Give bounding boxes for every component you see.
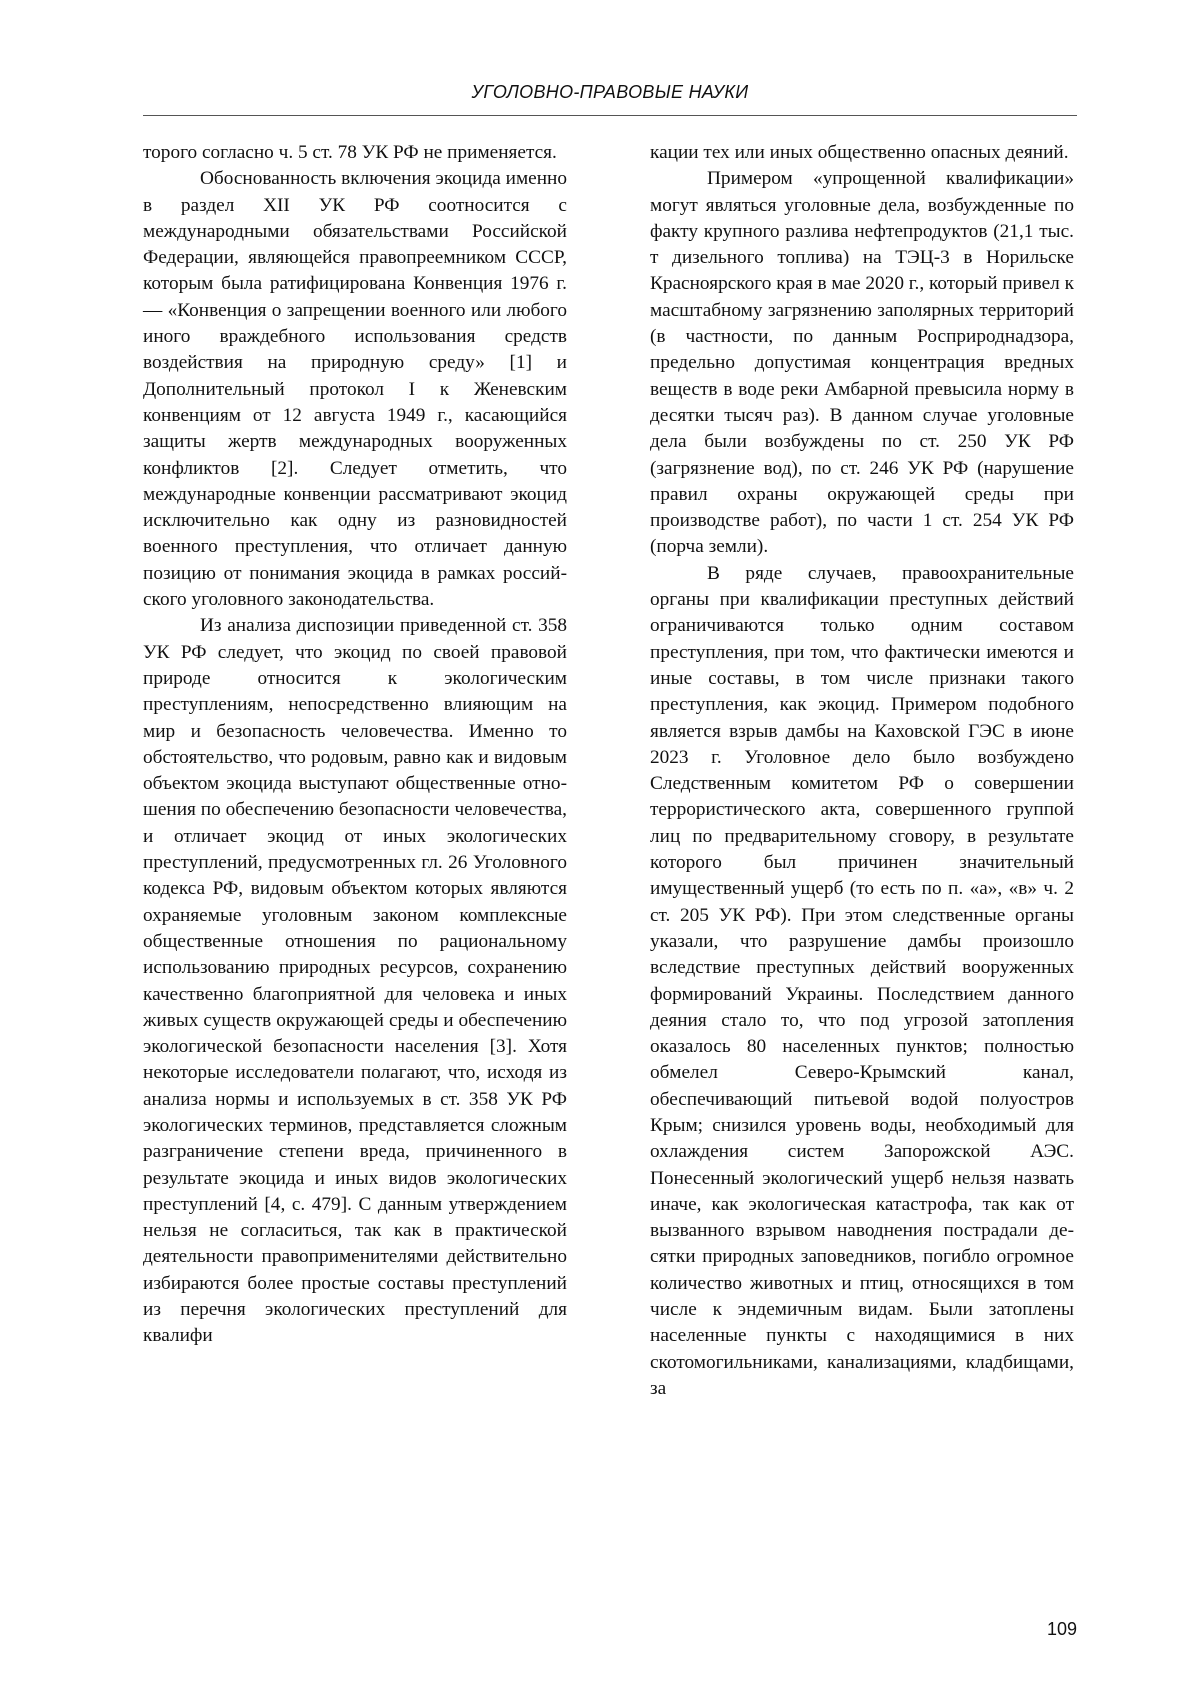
left-column xyxy=(143,140,567,1350)
paragraph: торого согласно ч. 5 ст. 78 УК РФ не применяется. xyxy=(143,142,557,163)
header-rule xyxy=(143,115,1077,116)
paragraph: Обоснованность включения экоцида именно в раздел XII УК РФ соотносится с международными обязательствами Российской Федерации, являющейся правопреемником СССР, которым была ратифицирована Конвенция 1976 г. — «Конвенция о запрещении военного или любого иного враждебного использования средств воздействия на природную среду» [1] и Дополнительный протокол I к Женевским конвенциям от 12 августа 1949 г., касающийся защиты жертв международных вооруженных конфликтов [2]. Следует отметить, что международные конвенции рассматривают экоцид исключительно как одну из разновидностей военного преступления, что отличает данную позицию от понимания экоцида в рамках российского уголовного законодательства. xyxy=(143,168,567,611)
running-head: УГОЛОВНО-ПРАВОВЫЕ НАУКИ xyxy=(471,82,749,102)
right-column xyxy=(650,140,1074,1402)
paragraph: кации тех или иных общественно опасных деяний. xyxy=(650,142,1069,163)
paragraph: Из анализа диспозиции приведенной ст. 358 УК РФ следует, что экоцид по своей правовой природе относится к экологическим преступлениям, непосредственно влияющим на мир и безопасность человечества. Именно то обстоятельство, что родовым, равно как и видовым объектом экоцида выступают общественные отношения по обеспечению безопасности человечества, и отличает экоцид от иных экологических преступлений, предусмотренных гл. 26 Уголовного кодекса РФ, видовым объектом которых являются охраняемые уголовным законом комплексные общественные отношения по рациональному использованию природных ресурсов, сохранению качественно благоприятной для человека и иных живых существ окружающей среды и обеспечению экологической безопасности населения [3]. Хотя некоторые исследователи полагают, что, исходя из анализа нормы и используемых в ст. 358 УК РФ экологических терминов, представляется сложным разграничение степени вреда, причиненного в результате экоцида и иных видов экологических преступлений [4, с. 479]. С данным утверждением нельзя не согласиться, так как в практической деятельности правоприменителями действительно избираются более простые составы преступлений из перечня экологических преступлений для квалифи xyxy=(143,615,567,1347)
paragraph: Примером «упрощенной квалификации» могут являться уголовные дела, возбужденные по факту крупного разлива нефтепродуктов (21,1 тыс. т дизельного топлива) на ТЭЦ-3 в Норильске Красноярского края в мае 2020 г., который привел к масштабному загрязнению заполярных территорий (в частности, по данным Росприроднадзора, предельно допустимая концентрация вредных веществ в воде реки Амбарной превысила норму в десятки тысяч раз). В данном случае уголовные дела были возбуждены по ст. 250 УК РФ (загрязнение вод), по ст. 246 УК РФ (нарушение правил охраны окружающей среды при производстве работ), по части 1 ст. 254 УК РФ (порча земли). xyxy=(650,168,1074,558)
paragraph: В ряде случаев, правоохранительные органы при квалификации преступных действий ограничиваются только одним составом преступления, при том, что фактически имеются и иные составы, в том числе признаки такого преступления, как экоцид. Примером подобного является взрыв дамбы на Каховской ГЭС в июне 2023 г. Уголовное дело было возбуждено Следственным комитетом РФ о совершении террористического акта, совершенного группой лиц по предварительному сговору, в результате которого был причинен значительный имущественный ущерб (то есть по п. «а», «в» ч. 2 ст. 205 УК РФ). При этом следственные органы указали, что разрушение дамбы произошло вследствие преступных действий вооруженных формирований Украины. Последствием данного деяния стало то, что под угрозой затопления оказалось 80 населенных пунктов; полностью обмелел Северо-Крымский канал, обеспечивающий питьевой водой полуостров Крым; снизился уровень воды, необходимый для охлаждения систем Запорожской АЭС. Понесенный экологический ущерб нельзя назвать иначе, как экологическая катастрофа, так как от вызванного взрывом наводнения пострадали десятки природных заповедников, погибло огромное количество животных и птиц, относящихся в том числе к эндемичным видам. Были затоплены населенные пункты с находящимися в них скотомогильниками, канализациями, кладбищами, за xyxy=(650,562,1074,1399)
page-number: 109 xyxy=(1046,1619,1077,1639)
